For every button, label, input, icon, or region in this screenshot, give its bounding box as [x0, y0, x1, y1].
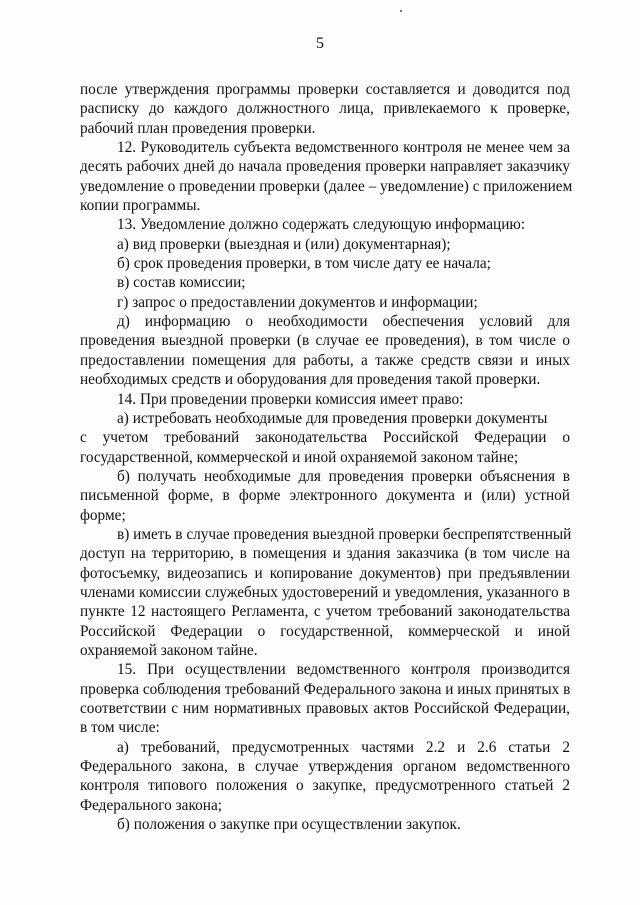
- text-line: 13. Уведомление должно содержать следующую информацию:: [117, 216, 526, 234]
- text-line: государственной, коммерческой и иной охраняемой законом тайне;: [80, 448, 519, 466]
- text-line: а) требований, предусмотренных частями 2.2 и 2.6 статьи 2: [117, 738, 570, 756]
- text-line: необходимых средств и оборудования для проведения такой проверки.: [80, 371, 541, 389]
- text-line: фотосъемку, видеозапись и копирование документов) при предъявлении: [80, 564, 570, 582]
- text-line: 15. При осуществлении ведомственного контроля производится: [117, 661, 570, 679]
- text-line: соответствии с ним нормативных правовых актов Российской Федерации,: [80, 700, 570, 717]
- text-line: а) истребовать необходимые для проведения проверки документы: [117, 409, 548, 427]
- text-line: доступ на территорию, в помещения и здания заказчика (в том числе на: [80, 545, 570, 563]
- text-line: с учетом требований законодательства Российской Федерации о: [80, 429, 570, 447]
- text-line: 12. Руководитель субъекта ведомственного контроля не менее чем за: [117, 139, 570, 157]
- text-line: в) иметь в случае проведения выездной проверки беспрепятственный: [117, 525, 572, 543]
- text-line: а) вид проверки (выездная и (или) документарная);: [117, 235, 451, 253]
- text-line: предоставлении помещения для работы, а также средств связи и иных: [80, 351, 570, 369]
- text-line: членами комиссии служебных удостоверений и уведомления, указанного в: [80, 583, 570, 601]
- text-line: в том числе:: [80, 719, 160, 737]
- text-line: контроля типового положения о закупке, предусмотренного статьей 2: [80, 777, 570, 795]
- text-line: уведомление о проведении проверки (далее – уведомление) с приложением: [80, 177, 573, 195]
- text-line: 14. При проведении проверки комиссия имеет право:: [117, 390, 464, 408]
- text-line: Федерального закона;: [80, 796, 222, 814]
- text-line: письменной форме, в форме электронного документа и (или) устной: [80, 487, 570, 505]
- scan-speck: [400, 10, 402, 12]
- text-line: пункте 12 настоящего Регламента, с учетом требований законодательства: [80, 603, 570, 621]
- text-line: г) запрос о предоставлении документов и информации;: [117, 293, 478, 311]
- text-line: д) информацию о необходимости обеспечения условий для: [117, 313, 570, 331]
- text-line: после утверждения программы проверки составляется и доводится под: [80, 81, 570, 98]
- text-line: Российской Федерации о государственной, коммерческой и иной: [80, 622, 570, 640]
- text-line: форме;: [80, 506, 126, 524]
- text-line: Федерального закона, в случае утверждения органом ведомственного: [80, 758, 570, 776]
- page-number: 5: [316, 35, 324, 52]
- text-line: расписку до каждого должностного лица, привлекаемого к проверке,: [80, 100, 570, 118]
- text-line: десять рабочих дней до начала проведения проверки направляет заказчику: [80, 158, 570, 176]
- text-line: б) положения о закупке при осуществлении закупок.: [117, 816, 461, 834]
- text-line: проверка соблюдения требований Федерального закона и иных принятых в: [80, 680, 571, 698]
- text-line: в) состав комиссии;: [117, 274, 246, 292]
- text-line: охраняемой законом тайне.: [80, 641, 258, 659]
- document-body: [80, 80, 573, 834]
- text-line: копии программы.: [80, 197, 201, 215]
- text-line: проведения выездной проверки (в случае ее проведения), в том числе о: [80, 332, 570, 350]
- text-line: б) получать необходимые для проведения проверки объяснения в: [117, 467, 570, 485]
- text-line: б) срок проведения проверки, в том числе дату ее начала;: [117, 255, 491, 273]
- text-line: рабочий план проведения проверки.: [80, 119, 316, 137]
